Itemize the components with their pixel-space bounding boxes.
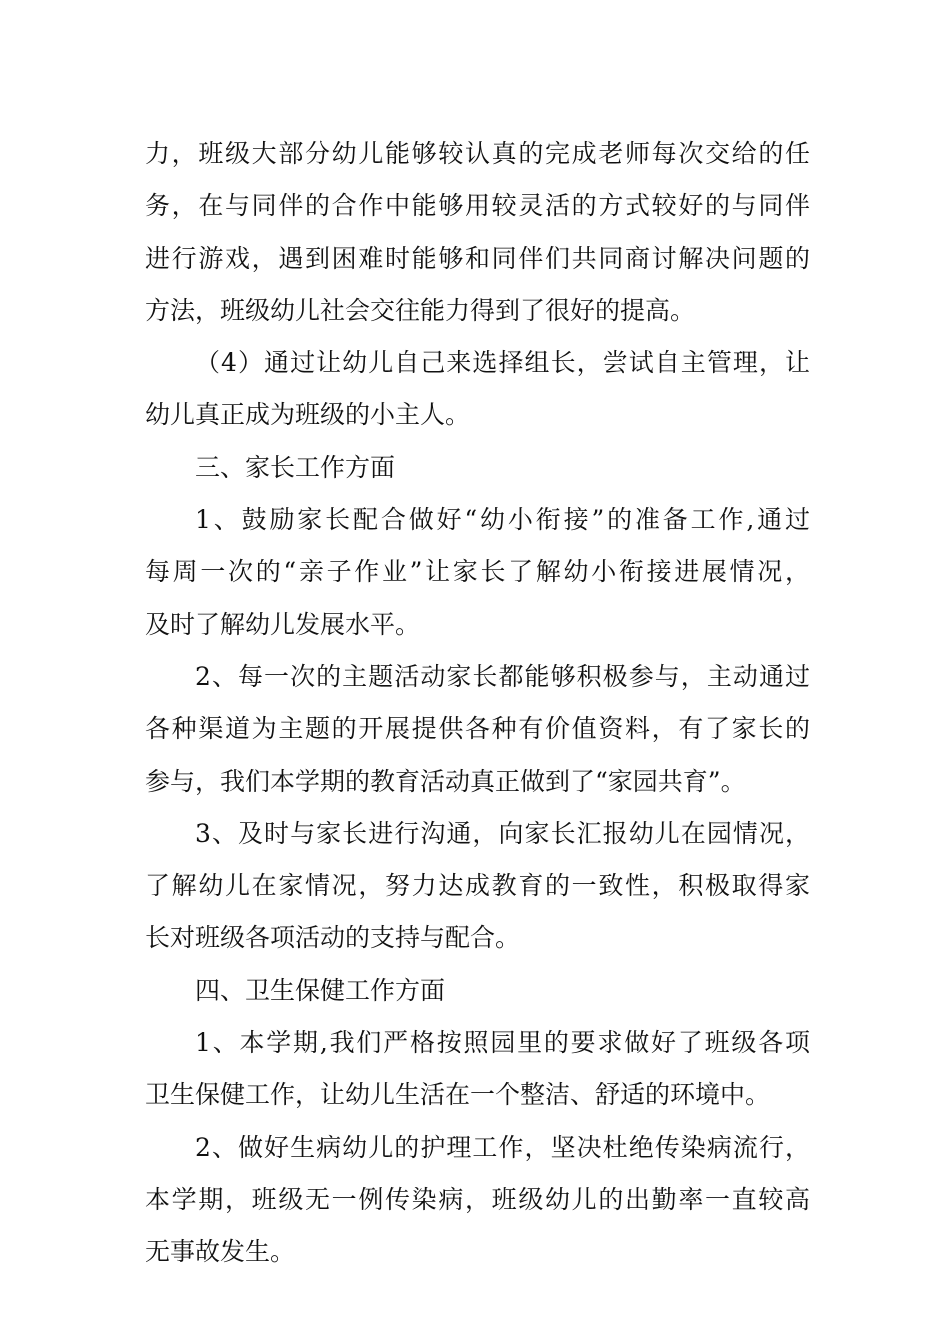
text-line: 长对班级各项活动的支持与配合。 <box>145 923 521 953</box>
text-line: 力，班级大部分幼儿能够较认真的完成老师每次交给的任 <box>145 139 810 168</box>
text-line: 务，在与同伴的合作中能够用较灵活的方式较好的与同伴 <box>145 191 810 221</box>
text-line: 参与，我们本学期的教育活动真正做到了“家园共育”。 <box>145 766 746 796</box>
text-line: 幼儿真正成为班级的小主人。 <box>145 400 471 430</box>
text-line: 进行游戏，遇到困难时能够和同伴们共同商讨解决问题的 <box>145 243 810 273</box>
text-line: 每周一次的“亲子作业”让家长了解幼小衔接进展情况， <box>145 557 810 587</box>
section-heading: 四、卫生保健工作方面 <box>195 975 446 1005</box>
text-line: 本学期，班级无一例传染病，班级幼儿的出勤率一直较高 <box>145 1184 810 1214</box>
text-line: 1、本学期,我们严格按照园里的要求做好了班级各项 <box>195 1028 810 1058</box>
text-line: 2、每一次的主题活动家长都能够积极参与，主动通过 <box>195 661 810 691</box>
text-line: 各种渠道为主题的开展提供各种有价值资料，有了家长的 <box>145 714 810 744</box>
text-line: 3、及时与家长进行沟通，向家长汇报幼儿在园情况， <box>195 818 810 848</box>
text-line: 2、做好生病幼儿的护理工作，坚决杜绝传染病流行， <box>195 1132 810 1162</box>
text-line: 1、鼓励家长配合做好“幼小衔接”的准备工作,通过 <box>195 505 810 535</box>
text-line: （4）通过让幼儿自己来选择组长，尝试自主管理，让 <box>195 348 810 378</box>
text-line: 无事故发生。 <box>145 1237 296 1267</box>
section-heading: 三、家长工作方面 <box>195 452 396 482</box>
text-line: 及时了解幼儿发展水平。 <box>145 609 421 639</box>
text-line: 卫生保健工作，让幼儿生活在一个整洁、舒适的环境中。 <box>145 1080 771 1110</box>
text-line: 了解幼儿在家情况，努力达成教育的一致性，积极取得家 <box>145 871 810 901</box>
document-body <box>145 128 810 1279</box>
text-line: 方法，班级幼儿社会交往能力得到了很好的提高。 <box>145 295 696 325</box>
